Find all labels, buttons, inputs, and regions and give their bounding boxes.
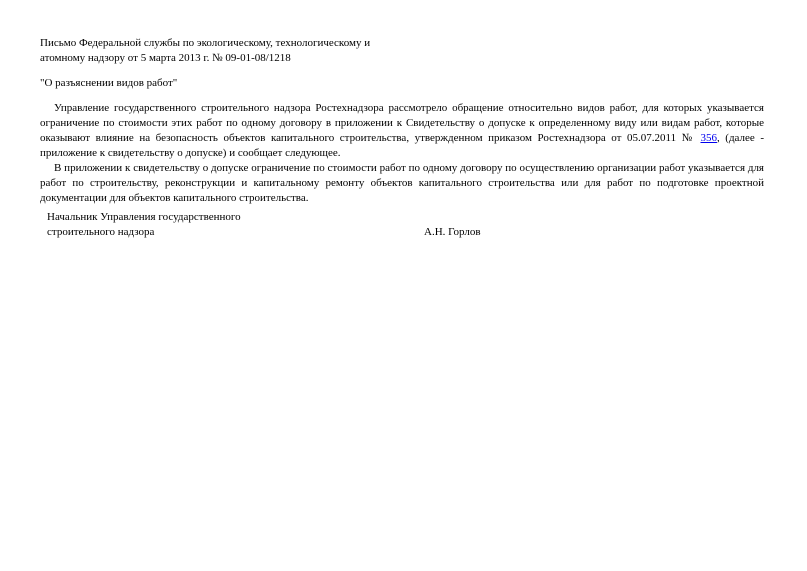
signature-title-line-2 xyxy=(47,225,497,240)
header-line-2: атомному надзору от 5 марта 2013 г. № 09-01-08/1218 xyxy=(40,52,291,64)
signature-name: А.Н. Горлов xyxy=(424,226,481,238)
document-body xyxy=(40,101,764,206)
signature-title-line-1 xyxy=(47,210,497,225)
signature-block xyxy=(47,210,497,240)
document-subject: "О разъяснении видов работ" xyxy=(40,77,178,89)
document-header xyxy=(40,36,460,66)
signature-title-text-2: строительного надзора xyxy=(47,226,155,238)
signature-title-text-1: Начальник Управления государственного xyxy=(47,211,241,223)
paragraph-1-text-end: , (далее - приложение к свидетельству о допуске) и сообщает следующее. xyxy=(40,132,764,159)
paragraph-1 xyxy=(40,101,764,161)
header-line-1: Письмо Федеральной службы по экологическому, технологическому и xyxy=(40,37,371,49)
paragraph-1-text: Управление государственного строительного надзора Ростехнадзора рассмотрело обращение относительно видов работ, для которых указывается ограничение по стоимости этих работ по одному договору в приложении к Свидетельству о допуске к определенному виду или видам работ, которые оказывают влияние на безопасность объектов капитального строительства, утвержденном приказом Ростехнадзора от 05.07.2011 № xyxy=(40,102,764,144)
paragraph-2: В приложении к свидетельству о допуске ограничение по стоимости работ по одному договору по осуществлению организации работ указывается для работ по строительству, реконструкции и капитальному ремонту объектов капитального строительства или для работ по подготовке проектной документации для объектов капитального строительства. xyxy=(40,162,764,204)
order-356-link[interactable]: 356 xyxy=(700,132,717,144)
